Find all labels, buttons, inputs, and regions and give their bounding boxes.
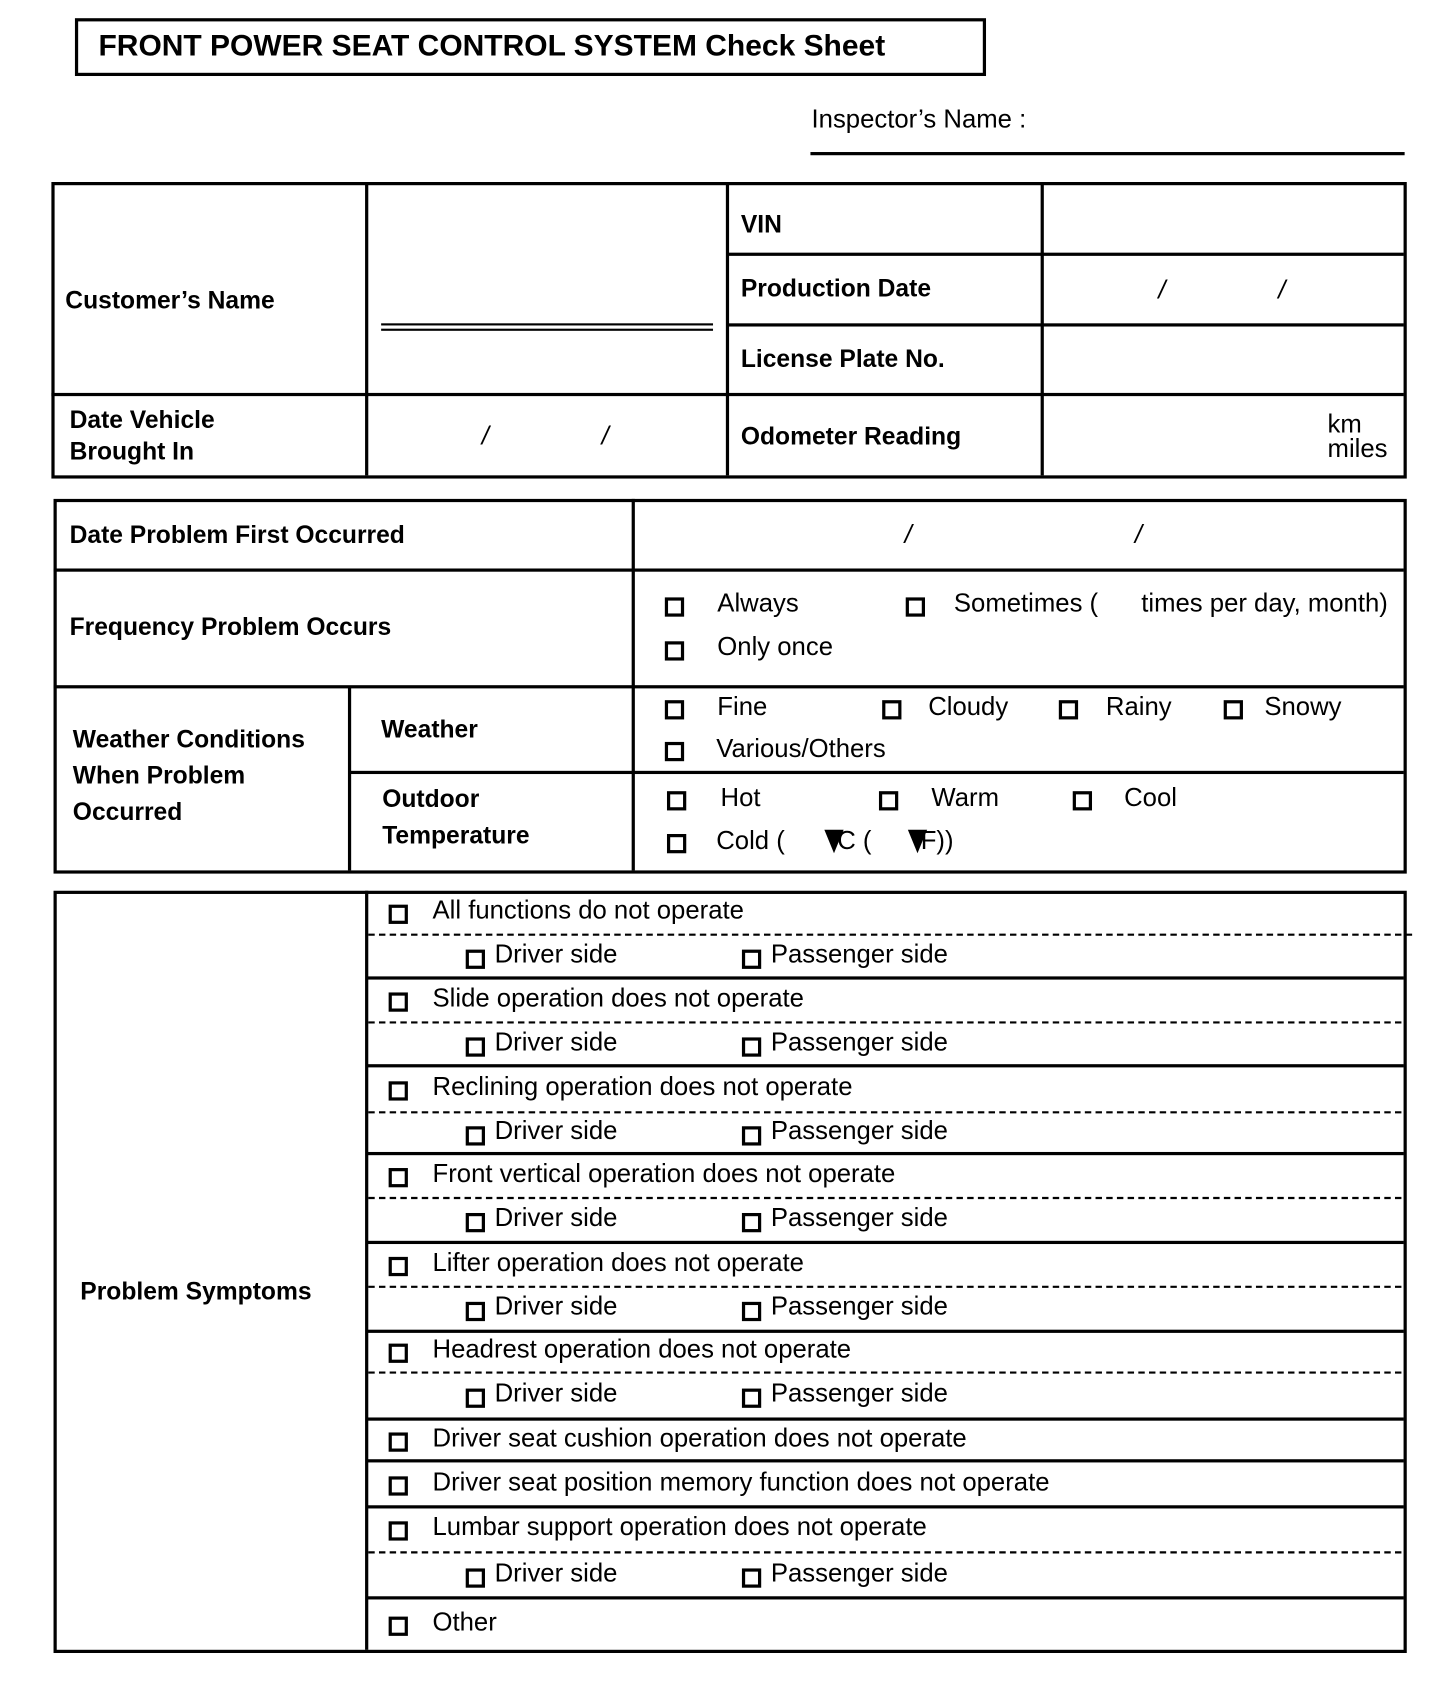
dashed-divider [368,1286,1401,1288]
driver-side-checkbox[interactable] [466,1568,485,1587]
rainy-checkbox[interactable] [1059,700,1078,719]
driver-side-checkbox[interactable] [466,1302,485,1321]
customer-name-field[interactable] [381,323,713,330]
divider [727,253,1404,256]
divider [726,182,729,475]
dashed-divider [368,934,1412,936]
date-brought-in-label-1: Date Vehicle [69,405,215,434]
driver-side-checkbox[interactable] [466,949,485,968]
divider [365,891,368,1650]
divider [348,686,351,870]
symptom-checkbox[interactable] [389,1256,408,1275]
symptom-checkbox[interactable] [389,1432,408,1451]
divider [54,685,1404,688]
dashed-divider [368,1551,1401,1553]
divider [54,568,1404,571]
passenger-side-checkbox[interactable] [742,1389,761,1408]
weather-conditions-label-2: When Problem [72,761,246,790]
weather-conditions-label-1: Weather Conditions [72,724,305,753]
license-plate-field[interactable] [1045,327,1400,393]
weather-label: Weather [381,715,478,743]
cool-checkbox[interactable] [1073,791,1092,810]
fahrenheit-unit [908,827,954,857]
passenger-side-label: Passenger side [770,1203,948,1233]
driver-side-label: Driver side [494,1292,618,1322]
cloudy-checkbox[interactable] [882,700,901,719]
dashed-divider [368,1111,1401,1113]
dashed-divider [368,1021,1401,1023]
date-separator: / [1278,276,1286,306]
only-once-label: Only once [717,632,833,662]
divider [366,1330,1403,1333]
passenger-side-checkbox[interactable] [742,1568,761,1587]
sometimes-label: Sometimes ( [953,588,1099,618]
fine-checkbox[interactable] [665,700,684,719]
snowy-checkbox[interactable] [1224,700,1243,719]
passenger-side-label: Passenger side [770,1378,948,1408]
symptom-checkbox[interactable] [389,1616,408,1635]
celsius-label: C ( [837,826,872,856]
symptom-checkbox[interactable] [389,1476,408,1495]
passenger-side-label: Passenger side [770,1116,948,1146]
driver-side-label: Driver side [494,1203,618,1233]
date-separator: / [904,520,912,550]
km-unit: km [1327,410,1362,439]
divider [349,771,1404,774]
dashed-divider [368,1371,1401,1373]
cold-checkbox[interactable] [667,834,686,853]
symptom-label: Other [432,1607,497,1637]
symptom-label: Headrest operation does not operate [432,1335,852,1364]
page-title: FRONT POWER SEAT CONTROL SYSTEM Check Sheet [98,28,886,63]
hot-checkbox[interactable] [667,791,686,810]
miles-unit: miles [1327,434,1388,464]
symptom-label: Lumbar support operation does not operate [432,1512,927,1542]
outdoor-temp-label-2: Temperature [382,821,530,849]
driver-side-label: Driver side [494,1558,618,1588]
symptom-label: Lifter operation does not operate [432,1247,804,1277]
symptom-label: Driver seat position memory function does not operate [432,1467,1050,1497]
rainy-label: Rainy [1105,692,1172,722]
warm-checkbox[interactable] [879,791,898,810]
divider [365,182,368,475]
driver-side-checkbox[interactable] [466,1037,485,1056]
driver-side-label: Driver side [494,939,618,969]
divider [366,1505,1403,1508]
various-checkbox[interactable] [665,742,684,761]
cool-label: Cool [1124,783,1177,813]
license-plate-label: License Plate No. [740,344,945,373]
odometer-label: Odometer Reading [740,421,962,450]
symptom-checkbox[interactable] [389,905,408,924]
divider [51,393,1403,396]
date-brought-in-label-2: Brought In [69,436,195,465]
fine-label: Fine [717,692,768,722]
passenger-side-checkbox[interactable] [742,1126,761,1145]
symptom-label: Reclining operation does not operate [432,1072,853,1102]
driver-side-checkbox[interactable] [466,1126,485,1145]
outdoor-temp-label-1: Outdoor [382,784,480,813]
driver-side-label: Driver side [494,1116,618,1146]
divider [366,976,1403,979]
passenger-side-label: Passenger side [770,1558,948,1588]
vin-field[interactable] [1045,185,1400,251]
production-date-label: Production Date [740,274,932,302]
symptom-label: Front vertical operation does not operate [432,1158,896,1188]
weather-conditions-label-3: Occurred [72,797,183,826]
symptom-checkbox[interactable] [389,1167,408,1186]
celsius-unit [824,827,871,857]
passenger-side-label: Passenger side [770,1027,948,1057]
passenger-side-label: Passenger side [770,1292,948,1322]
symptom-checkbox[interactable] [389,1081,408,1100]
always-label: Always [717,588,799,618]
passenger-side-checkbox[interactable] [742,949,761,968]
fahrenheit-label: F)) [920,826,954,856]
cloudy-label: Cloudy [928,692,1009,722]
passenger-side-checkbox[interactable] [742,1037,761,1056]
divider [366,1417,1403,1420]
driver-side-checkbox[interactable] [466,1389,485,1408]
divider [366,1596,1403,1599]
always-checkbox[interactable] [665,597,684,616]
inspector-name-label: Inspector’s Name : [811,104,1027,134]
inspector-name-field[interactable] [810,152,1404,155]
passenger-side-checkbox[interactable] [742,1302,761,1321]
passenger-side-checkbox[interactable] [742,1213,761,1232]
symptom-checkbox[interactable] [389,992,408,1011]
divider [366,1241,1403,1244]
dashed-divider [368,1197,1401,1199]
divider [366,1152,1403,1155]
snowy-label: Snowy [1264,692,1342,722]
warm-label: Warm [931,783,999,813]
date-separator: / [481,421,489,451]
date-separator: / [1158,276,1166,306]
vin-label: VIN [740,209,782,238]
symptom-label: Slide operation does not operate [432,983,804,1013]
hot-label: Hot [720,783,761,813]
symptom-checkbox[interactable] [389,1344,408,1363]
symptom-label: Driver seat cushion operation does not operate [432,1423,967,1453]
various-label: Various/Others [716,734,886,764]
divider [366,1064,1403,1067]
driver-side-label: Driver side [494,1027,618,1057]
symptom-label: All functions do not operate [432,896,744,925]
problem-symptoms-label: Problem Symptoms [80,1277,312,1306]
date-separator: / [1134,520,1142,550]
date-separator: / [601,421,609,451]
frequency-label: Frequency Problem Occurs [69,612,392,641]
passenger-side-label: Passenger side [770,939,948,969]
driver-side-label: Driver side [494,1378,618,1408]
date-first-occurred-label: Date Problem First Occurred [69,520,405,549]
customer-name-label: Customer’s Name [65,285,275,314]
sometimes-checkbox[interactable] [906,597,925,616]
divider [366,1459,1403,1462]
divider [1041,182,1044,475]
times-per-label: times per day, month) [1141,588,1388,618]
cold-label: Cold ( [716,826,785,856]
symptom-checkbox[interactable] [389,1521,408,1540]
only-once-checkbox[interactable] [665,641,684,660]
driver-side-checkbox[interactable] [466,1213,485,1232]
